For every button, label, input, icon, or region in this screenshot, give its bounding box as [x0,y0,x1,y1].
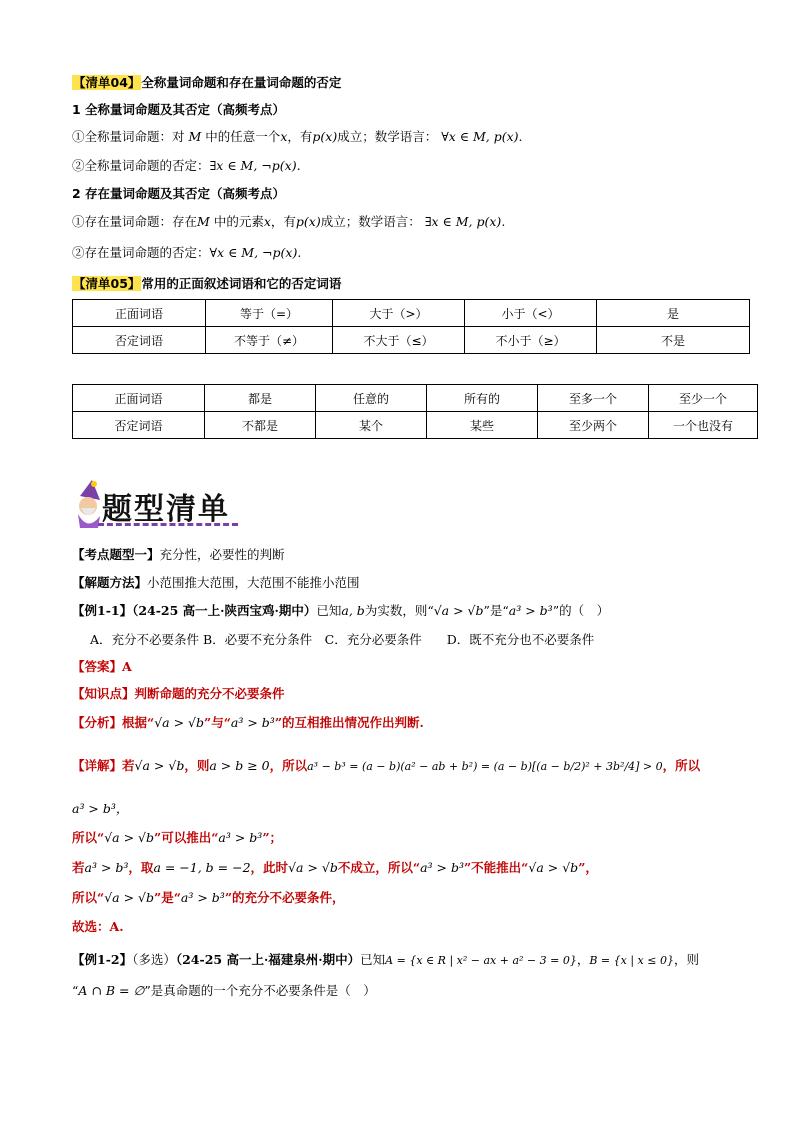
detail-line-2: a³ > b³， [72,801,129,816]
example-1-1-options: A．充分不必要条件 B．必要不充分条件 C．充分必要条件 D．既不充分也不必要条件 [90,632,595,647]
banner-underline [98,523,238,526]
table-cell: 不都是 [205,412,316,439]
detail-line-5: 所以“√a > √b”是“a³ > b³”的充分不必要条件， [72,890,345,905]
existential-neg-line: ②存在量词命题的否定：∀x ∈ M, ¬p(x). [72,245,302,260]
banner-title: 题型清单 [102,492,230,527]
table-cell: 小于（<） [465,300,597,327]
table-cell: 至多一个 [538,385,649,412]
table-cell: 正面词语 [73,300,206,327]
question-types-banner [70,478,245,534]
table-cell: 至少两个 [538,412,649,439]
table-cell: 是 [597,300,750,327]
detail-line-6: 故选：A. [72,919,124,934]
table-cell: 不大于（≤） [333,327,465,354]
detail-line-3: 所以“√a > √b”可以推出“a³ > b³”； [72,830,283,845]
table-cell: 不等于（≠） [206,327,333,354]
section-04-heading [72,74,341,92]
table-cell: 否定词语 [73,327,206,354]
table-cell: 否定词语 [73,412,205,439]
table-cell: 大于（>） [333,300,465,327]
table-row [73,300,750,327]
section-05-tag: 【清单05】 [73,276,141,291]
example-1-2-cont: “A ∩ B = ∅”是真命题的一个充分不必要条件是（ ） [72,983,376,998]
table-cell: 都是 [205,385,316,412]
topic-line: 【考点题型一】充分性，必要性的判断 [72,547,285,562]
table-cell: 等于（=） [206,300,333,327]
answer-line: 【答案】A [72,659,132,674]
table-cell: 一个也没有 [649,412,758,439]
detail-line-1: 【详解】若√a > √b，则a > b ≥ 0，所以a³ − b³ = (a − b)(a² − ab + b²) = (a − b)[(a − b/2)² + 3b²/4] > 0，所以 [72,758,701,773]
section-05-heading [72,275,341,293]
subheading-2: 2 存在量词命题及其否定（高频考点） [72,186,286,201]
table-cell: 某些 [427,412,538,439]
detail-line-4: 若a³ > b³，取a = −1, b = −2，此时√a > √b不成立，所以“a³ > b³”不能推出“√a > √b”， [72,860,598,875]
section-05-title: 常用的正面叙述词语和它的否定词语 [141,276,342,291]
table-row [73,412,758,439]
analysis-line: 【分析】根据“√a > √b”与“a³ > b³”的互相推出情况作出判断. [72,715,424,730]
words-table-2 [72,384,758,439]
example-1-2: 【例1-2】（多选）（24-25 高一上·福建泉州·期中）已知A = {x ∈ R | x² − ax + a² − 3 = 0}，B = {x | x ≤ 0}，则 [72,952,699,967]
table-row [73,327,750,354]
table-cell: 任意的 [316,385,427,412]
table-cell: 正面词语 [73,385,205,412]
table-cell: 某个 [316,412,427,439]
table-cell: 所有的 [427,385,538,412]
existential-prop-line: ①存在量词命题：存在M 中的元素x，有p(x)成立；数学语言： ∃x ∈ M, p(x). [72,214,506,229]
universal-prop-line: ①全称量词命题：对 M 中的任意一个x，有p(x)成立；数学语言： ∀x ∈ M, p(x). [72,129,523,144]
words-table-1 [72,299,750,354]
table-cell: 不是 [597,327,750,354]
method-line: 【解题方法】小范围推大范围，大范围不能推小范围 [72,575,360,590]
table-row [73,385,758,412]
section-04-tag: 【清单04】 [73,75,141,90]
section-04-title: 全称量词命题和存在量词命题的否定 [141,75,342,90]
knowledge-point-line: 【知识点】判断命题的充分不必要条件 [72,686,285,701]
universal-neg-line: ②全称量词命题的否定：∃x ∈ M, ¬p(x). [72,158,301,173]
table-cell: 至少一个 [649,385,758,412]
table-cell: 不小于（≥） [465,327,597,354]
example-1-1: 【例1-1】（24-25 高一上·陕西宝鸡·期中）已知a, b为实数，则“√a > √b”是“a³ > b³”的（ ） [72,603,610,618]
subheading-1: 1 全称量词命题及其否定（高频考点） [72,102,286,117]
